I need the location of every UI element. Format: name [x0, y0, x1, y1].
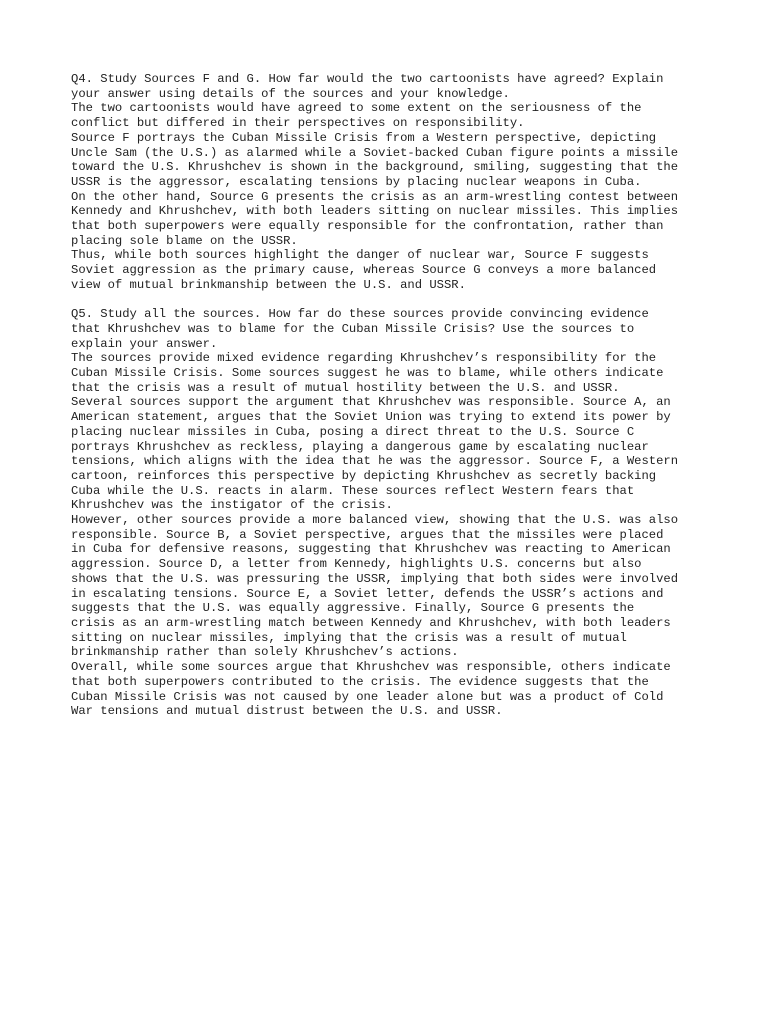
- section-spacer: [71, 293, 711, 308]
- q5-answer-paragraph: [71, 351, 711, 395]
- q4-question: [71, 72, 711, 101]
- q4-section: [71, 72, 711, 293]
- q4-answer-paragraph: [71, 131, 711, 190]
- text-line: Several sources support the argument that Khrushchev was responsible. Source A, an: [71, 395, 671, 410]
- text-line: The two cartoonists would have agreed to some extent on the seriousness of the: [71, 101, 642, 116]
- text-line: Thus, while both sources highlight the danger of nuclear war, Source F suggests: [71, 248, 649, 263]
- text-line: Cuban Missile Crisis was not caused by one leader alone but was a product of Cold: [71, 689, 664, 704]
- text-line: American statement, argues that the Soviet Union was trying to extend its power by: [71, 410, 671, 425]
- question-line: your answer using details of the sources and your knowledge.: [71, 86, 510, 101]
- text-line: that the crisis was a result of mutual hostility between the U.S. and USSR.: [71, 380, 620, 395]
- text-line: placing sole blame on the USSR.: [71, 233, 298, 248]
- text-line: that both superpowers contributed to the crisis. The evidence suggests that the: [71, 674, 649, 689]
- text-line: Overall, while some sources argue that Khrushchev was responsible, others indicate: [71, 660, 671, 675]
- text-line: On the other hand, Source G presents the crisis as an arm-wrestling contest between: [71, 189, 679, 204]
- q5-answer-paragraph: [71, 660, 711, 719]
- text-line: crisis as an arm-wrestling match between Kennedy and Khrushchev, with both leaders: [71, 616, 671, 630]
- text-line: suggests that the U.S. was equally aggressive. Finally, Source G presents the: [71, 601, 635, 616]
- document-body: [71, 72, 711, 719]
- text-line: responsible. Source B, a Soviet perspective, argues that the missiles were placed: [71, 527, 664, 542]
- question-line: Q4. Study Sources F and G. How far would the two cartoonists have agreed? Explain: [71, 72, 664, 86]
- text-line: cartoon, reinforces this perspective by depicting Khrushchev as secretly backing: [71, 468, 657, 483]
- text-line: that both superpowers were equally responsible for the confrontation, rather than: [71, 219, 664, 234]
- text-line: USSR is the aggressor, escalating tensions by placing nuclear weapons in Cuba.: [71, 174, 642, 189]
- text-line: placing nuclear missiles in Cuba, posing a direct threat to the U.S. Source C: [71, 424, 635, 439]
- text-line: Cuba while the U.S. reacts in alarm. These sources reflect Western fears that: [71, 483, 635, 498]
- question-line: Q5. Study all the sources. How far do these sources provide convincing evidence: [71, 307, 649, 322]
- text-line: in escalating tensions. Source E, a Soviet letter, defends the USSR’s actions and: [71, 586, 664, 601]
- text-line: aggression. Source D, a letter from Kennedy, highlights U.S. concerns but also: [71, 557, 642, 572]
- q4-answer-paragraph: [71, 190, 711, 249]
- text-line: brinkmanship rather than solely Khrushchev’s actions.: [71, 645, 459, 660]
- text-line: Uncle Sam (the U.S.) as alarmed while a Soviet-backed Cuban figure points a missile: [71, 145, 679, 160]
- question-line: explain your answer.: [71, 336, 218, 351]
- q5-section: [71, 307, 711, 719]
- q5-answer-paragraph: [71, 513, 711, 660]
- text-line: War tensions and mutual distrust between the U.S. and USSR.: [71, 704, 503, 719]
- text-line: tensions, which aligns with the idea that he was the aggressor. Source F, a Western: [71, 454, 679, 469]
- text-line: in Cuba for defensive reasons, suggesting that Khrushchev was reacting to American: [71, 542, 671, 557]
- q5-answer-paragraph: [71, 395, 711, 513]
- q5-question: [71, 307, 711, 351]
- question-line: that Khrushchev was to blame for the Cuban Missile Crisis? Use the sources to: [71, 321, 635, 336]
- q4-answer-paragraph: [71, 101, 711, 130]
- text-line: Cuban Missile Crisis. Some sources suggest he was to blame, while others indicate: [71, 366, 664, 381]
- text-line: However, other sources provide a more balanced view, showing that the U.S. was also: [71, 513, 679, 528]
- text-line: shows that the U.S. was pressuring the USSR, implying that both sides were involved: [71, 571, 679, 586]
- q4-answer-paragraph: [71, 248, 711, 292]
- text-line: Kennedy and Khrushchev, with both leaders sitting on nuclear missiles. This implies: [71, 204, 679, 219]
- text-line: portrays Khrushchev as reckless, playing a dangerous game by escalating nuclear: [71, 439, 649, 454]
- text-line: sitting on nuclear missiles, implying that the crisis was a result of mutual: [71, 630, 627, 645]
- text-line: toward the U.S. Khrushchev is shown in the background, smiling, suggesting that the: [71, 160, 679, 175]
- text-line: Source F portrays the Cuban Missile Crisis from a Western perspective, depicting: [71, 130, 657, 145]
- text-line: The sources provide mixed evidence regarding Khrushchev’s responsibility for the: [71, 351, 657, 366]
- text-line: Khrushchev was the instigator of the crisis.: [71, 498, 393, 513]
- text-line: conflict but differed in their perspectives on responsibility.: [71, 116, 525, 131]
- text-line: view of mutual brinkmanship between the U.S. and USSR.: [71, 277, 466, 292]
- text-line: Soviet aggression as the primary cause, whereas Source G conveys a more balanced: [71, 263, 657, 278]
